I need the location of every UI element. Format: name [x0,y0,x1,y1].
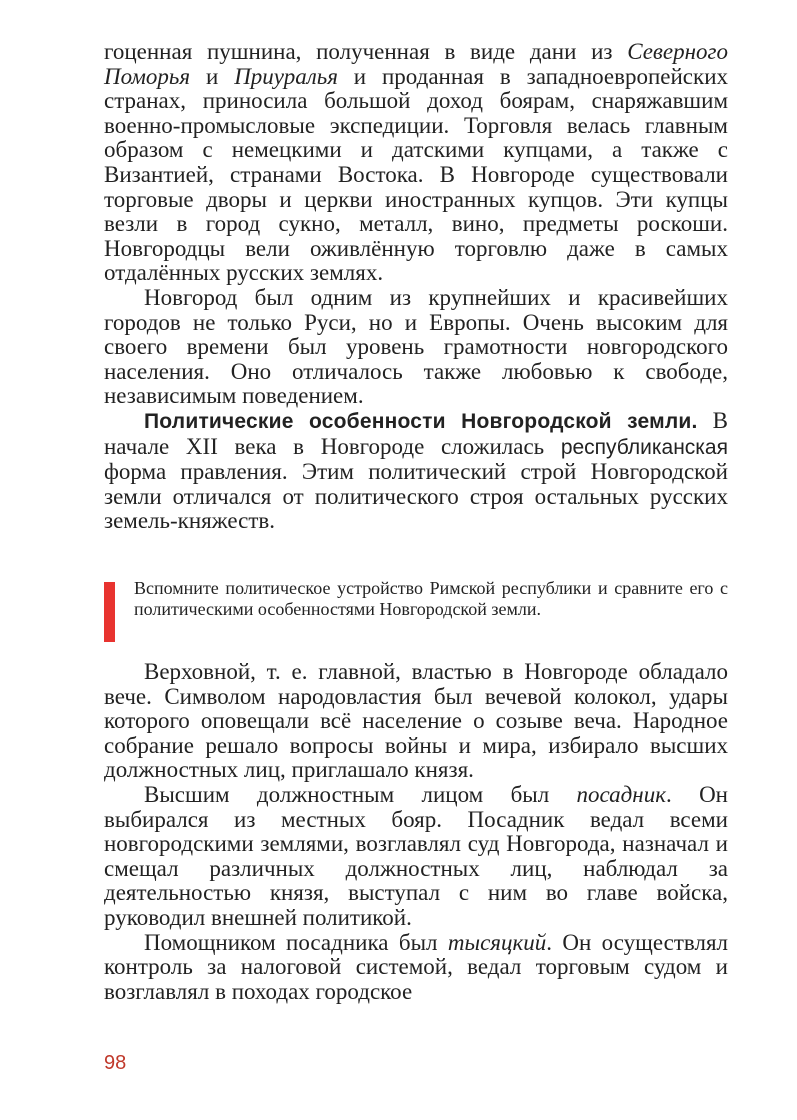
paragraph-trade: гоценная пушнина, полученная в виде дани из Северного Поморья и Приуралья и проданная в западноевропейских странах, приносила большой доход боярам, снаряжавшим военно-промысловые экспедиции. Торговля велась главным образом с немецкими и датскими купцами, а также с Византией, странами Востока. В Новгороде существовали торговые дворы и церкви иностранных купцов. Эти купцы везли в город сукно, металл, вино, предметы роскоши. Новгородцы вели оживлённую торговлю даже в самых отдалённых русских землях. [104,39,728,286]
place-term-northern-pomorie: Северного Поморья [104,39,728,89]
question-callout [104,578,728,644]
term-posadnik: посадник [576,781,666,807]
section-heading: Политические особенности Новгородской земли. [144,409,698,433]
callout-accent-bar [104,582,115,642]
main-text-top [104,40,728,534]
place-term-priuralie: Приуралья [234,63,338,89]
term-republican: республиканская [560,435,728,459]
paragraph-veche: Верховной, т. е. главной, властью в Новгороде обладало вече. Символом народовластия был вечевой колокол, удары которого оповещали всё население о созыве веча. Народное собрание решало вопросы войны и мира, избирало высших должностных лиц, приглашало князя. [104,659,728,783]
main-text-bottom [104,660,728,1004]
term-tysyatsky: тысяцкий [447,929,547,955]
question-text: Вспомните политическое устройство Римской республики и сравните его с политическими особенностями Новгородской земли. [134,578,728,619]
paragraph-political-features: Политические особенности Новгородской земли. В начале XII века в Новгороде сложилась республиканская форма правления. Этим политический строй Новгородской земли отличался от политического строя остальных русских земель-княжеств. [104,407,729,534]
paragraph-posadnik: Высшим должностным лицом был посадник. Он выбирался из местных бояр. Посадник ведал всеми новгородскими землями, возглавлял суд Новгорода, назначал и смещал различных должностных лиц, наблюдал за деятельностью князя, выступал с ним во главе войска, руководил внешней политикой. [104,781,728,930]
paragraph-tysyatsky: Помощником посадника был тысяцкий. Он осуществлял контроль за налоговой системой, ведал торговым судом и возглавлял в походах городское [104,929,728,1004]
paragraph-novgorod-city: Новгород был одним из крупнейших и красивейших городов не только Руси, но и Европы. Очень высоким для своего времени был уровень грамотности новгородского населения. Оно отличалось также любовью к свободе, независимым поведением. [104,284,728,409]
page-number: 98 [104,1052,127,1074]
